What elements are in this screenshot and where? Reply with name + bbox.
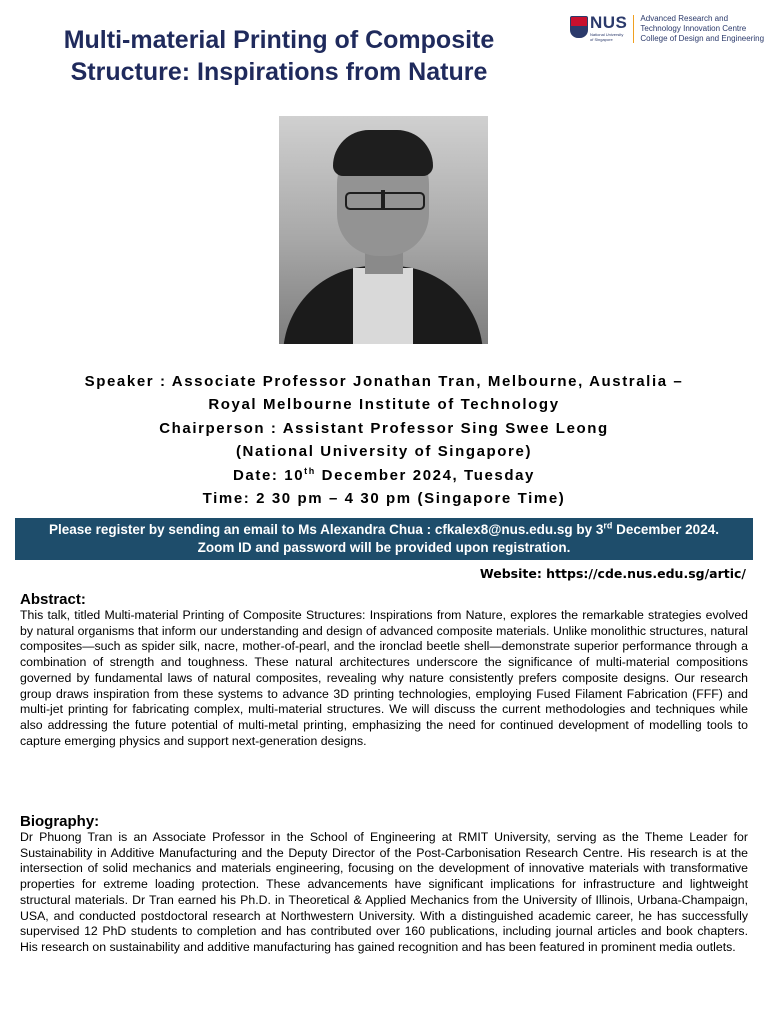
photo-glasses-bridge — [381, 190, 385, 208]
registration-banner — [15, 518, 753, 560]
speaker-line-2: Royal Melbourne Institute of Technology — [208, 396, 560, 414]
event-title — [14, 24, 544, 88]
photo-glasses — [345, 192, 425, 210]
chairperson-line-2: (National University of Singapore) — [235, 443, 533, 461]
biography-body: Dr Phuong Tran is an Associate Professor in the School of Engineering at RMIT University, serving as the Theme Leader for Sustainability in Additive Manufacturing and the Deputy Director of the Post-Carbonisation Research Centre. His research is at the intersection of solid mechanics and materials engineering, focusing on the development of innovative materials with transformative properties for extreme loading protection. These advancements have significant implications for infrastructure and lightweight structural materials. Dr Tran earned his Ph.D. in Theoretical & Applied Mechanics from the University of Illinois, Urbana-Champaign, USA, and conducted postdoctoral research at Northwestern University. With a distinguished academic career, he has successfully supervised 12 PhD students to completion and has contributed over 160 publications, including journal articles and book chapters. His research on sustainability and additive manufacturing has gained recognition and has been featured in prominent media outlets. — [20, 830, 748, 954]
event-date-suffix-sup: th — [304, 465, 316, 476]
event-date-rest: December 2024, Tuesday — [315, 466, 535, 484]
event-details — [20, 370, 748, 510]
nus-tagline-1: National University — [590, 32, 624, 37]
abstract-heading: Abstract: — [20, 591, 86, 608]
abstract-body: This talk, titled Multi-material Printing of Composite Structures: Inspirations from Nature, explores the remarkable strategies evolved by natural organisms that inform our understanding and design of advanced composite materials. Unlike monolithic structures, natural composites—such as spider silk, nacre, mother-of-pearl, and the ironclad beetle shell—demonstrate superior performance through a combination of strength and toughness. These natural architectures underscore the significance of multi-material compositions governed by fundamental laws of natural composites, revealing why nature consistently prefers composite designs. Our research group draws inspiration from these systems to advance 3D printing technologies, employing Fused Filament Fabrication (FFF) and multi-jet printing for fabricating complex, multi-material structures. We will discuss the current methodologies and techniques while also addressing the future potential of multi-metal printing, emphasizing the need for continued development of modelling tools to capture emerging physics and support next-generation designs. — [20, 608, 748, 748]
registration-date-sup: rd — [603, 520, 613, 531]
website-link[interactable]: Website: https://cde.nus.edu.sg/artic/ — [479, 566, 746, 581]
registration-line-2: Zoom ID and password will be provided upon registration. — [197, 540, 571, 555]
speaker-line-1: Speaker : Associate Professor Jonathan Tran, Melbourne, Australia – — [84, 373, 684, 390]
nus-wordmark — [590, 14, 627, 42]
registration-date: December 2024. — [612, 522, 719, 537]
photo-shirt — [353, 268, 413, 344]
speaker-photo — [279, 116, 488, 344]
registration-line-1 — [15, 521, 753, 539]
event-title-line-2: Structure: Inspirations from Nature — [70, 58, 488, 86]
nus-tagline-2: of Singapore — [590, 37, 613, 42]
logo-divider — [633, 15, 634, 43]
centre-name-line-3: College of Design and Engineering — [640, 34, 765, 43]
centre-name-line-1: Advanced Research and — [640, 14, 729, 23]
photo-hair — [333, 130, 433, 176]
chairperson-line-1: Chairperson : Assistant Professor Sing Swee Leong — [159, 419, 609, 437]
centre-name-line-2: Technology Innovation Centre — [640, 24, 747, 33]
centre-name — [640, 14, 764, 44]
nus-logo — [570, 14, 764, 44]
nus-wordmark-text: NUS — [590, 13, 628, 32]
event-time: Time: 2 30 pm – 4 30 pm (Singapore Time) — [202, 490, 566, 508]
biography-heading: Biography: — [20, 813, 100, 830]
event-date — [20, 464, 748, 487]
event-title-line-1: Multi-material Printing of Composite — [63, 26, 495, 54]
event-date-prefix: Date: 10 — [233, 466, 305, 484]
nus-crest-icon — [570, 16, 588, 38]
registration-text: Please register by sending an email to Ms Alexandra Chua : cfkalex8@nus.edu.sg by 3 — [49, 522, 604, 537]
